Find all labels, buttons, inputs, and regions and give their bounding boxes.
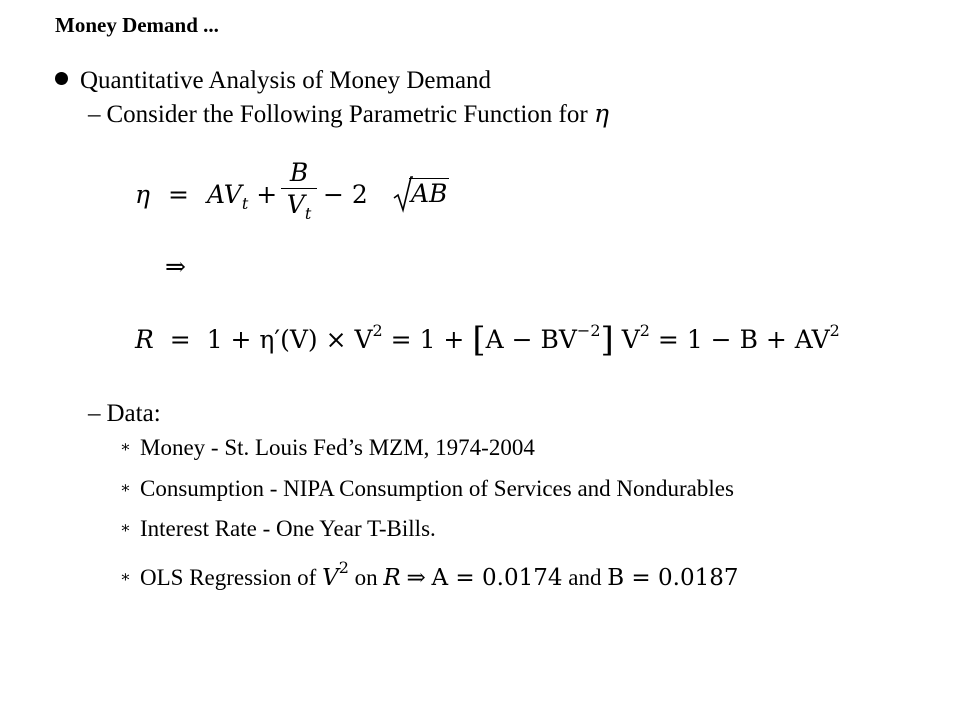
star-bullet-icon: ∗ bbox=[120, 478, 131, 497]
data-heading bbox=[88, 398, 161, 430]
main-bullet bbox=[55, 65, 491, 97]
star-bullet-icon: ∗ bbox=[120, 567, 131, 586]
sub-heading bbox=[88, 98, 609, 131]
eq1-frac-denominator: $V_t$ bbox=[286, 190, 312, 223]
eq2-sup1: 2 bbox=[372, 321, 383, 340]
data-item-regression bbox=[120, 553, 738, 593]
eq2-bracket-open: [ bbox=[472, 320, 486, 360]
regression-b-value: B = 0.0187 bbox=[607, 565, 739, 591]
regression-r: R bbox=[383, 565, 401, 591]
eq2-part3: V bbox=[613, 325, 640, 354]
implies-symbol: ⇒ bbox=[165, 252, 186, 281]
regression-v: V bbox=[322, 565, 339, 591]
eq2-sup4: 2 bbox=[829, 321, 840, 340]
data-heading-text: Data: bbox=[106, 400, 161, 427]
regression-on: on bbox=[354, 565, 378, 590]
bullet-dot-icon bbox=[55, 72, 68, 85]
data-item-text: Interest Rate - One Year T-Bills. bbox=[140, 516, 436, 541]
data-item-text: Money - St. Louis Fed’s MZM, 1974-2004 bbox=[140, 435, 535, 460]
eq1-equals: = bbox=[168, 180, 189, 209]
eq2-lhs: R bbox=[135, 325, 154, 354]
slide-title: Money Demand ... bbox=[55, 13, 219, 37]
eq1-sqrt-content: AB bbox=[411, 179, 448, 208]
star-bullet-icon: ∗ bbox=[120, 437, 131, 456]
eq1-fraction bbox=[283, 158, 315, 230]
regression-v-sup: 2 bbox=[338, 558, 349, 577]
eq2-sup3: 2 bbox=[639, 321, 650, 340]
eq1-term2: − 2 bbox=[323, 180, 368, 209]
eq1-frac-numerator: B bbox=[289, 158, 309, 187]
data-item bbox=[120, 473, 734, 504]
eq2-part2: = 1 + bbox=[382, 325, 473, 354]
eq1-term1: $AV_t$ + bbox=[207, 180, 278, 213]
regression-a-value: A = 0.0174 bbox=[431, 565, 563, 591]
regression-prefix: OLS Regression of bbox=[140, 565, 317, 590]
regression-implies: ⇒ bbox=[406, 565, 426, 591]
star-bullet-icon: ∗ bbox=[120, 518, 131, 537]
main-bullet-text: Quantitative Analysis of Money Demand bbox=[80, 67, 492, 94]
dash-icon: – bbox=[88, 400, 101, 427]
dash-icon: – bbox=[88, 101, 101, 128]
data-item-text: Consumption - NIPA Consumption of Services and Nondurables bbox=[140, 476, 734, 501]
eq2-equals: = bbox=[169, 325, 191, 354]
regression-and: and bbox=[568, 565, 602, 590]
eq2-sup2: −2 bbox=[576, 321, 601, 340]
eta-symbol: η bbox=[593, 99, 609, 128]
equation-r bbox=[135, 320, 840, 360]
eq2-bracket-close: ] bbox=[600, 320, 614, 360]
data-item bbox=[120, 513, 436, 544]
eq1-lhs: η bbox=[135, 180, 150, 209]
eq2-part1: 1 + η′(V) × V bbox=[206, 325, 373, 354]
eq2-bracket-body: A − BV bbox=[485, 325, 577, 354]
eq2-part4: = 1 − B + AV bbox=[649, 325, 830, 354]
sub-heading-text: Consider the Following Parametric Function for bbox=[106, 101, 588, 128]
data-item bbox=[120, 432, 535, 463]
